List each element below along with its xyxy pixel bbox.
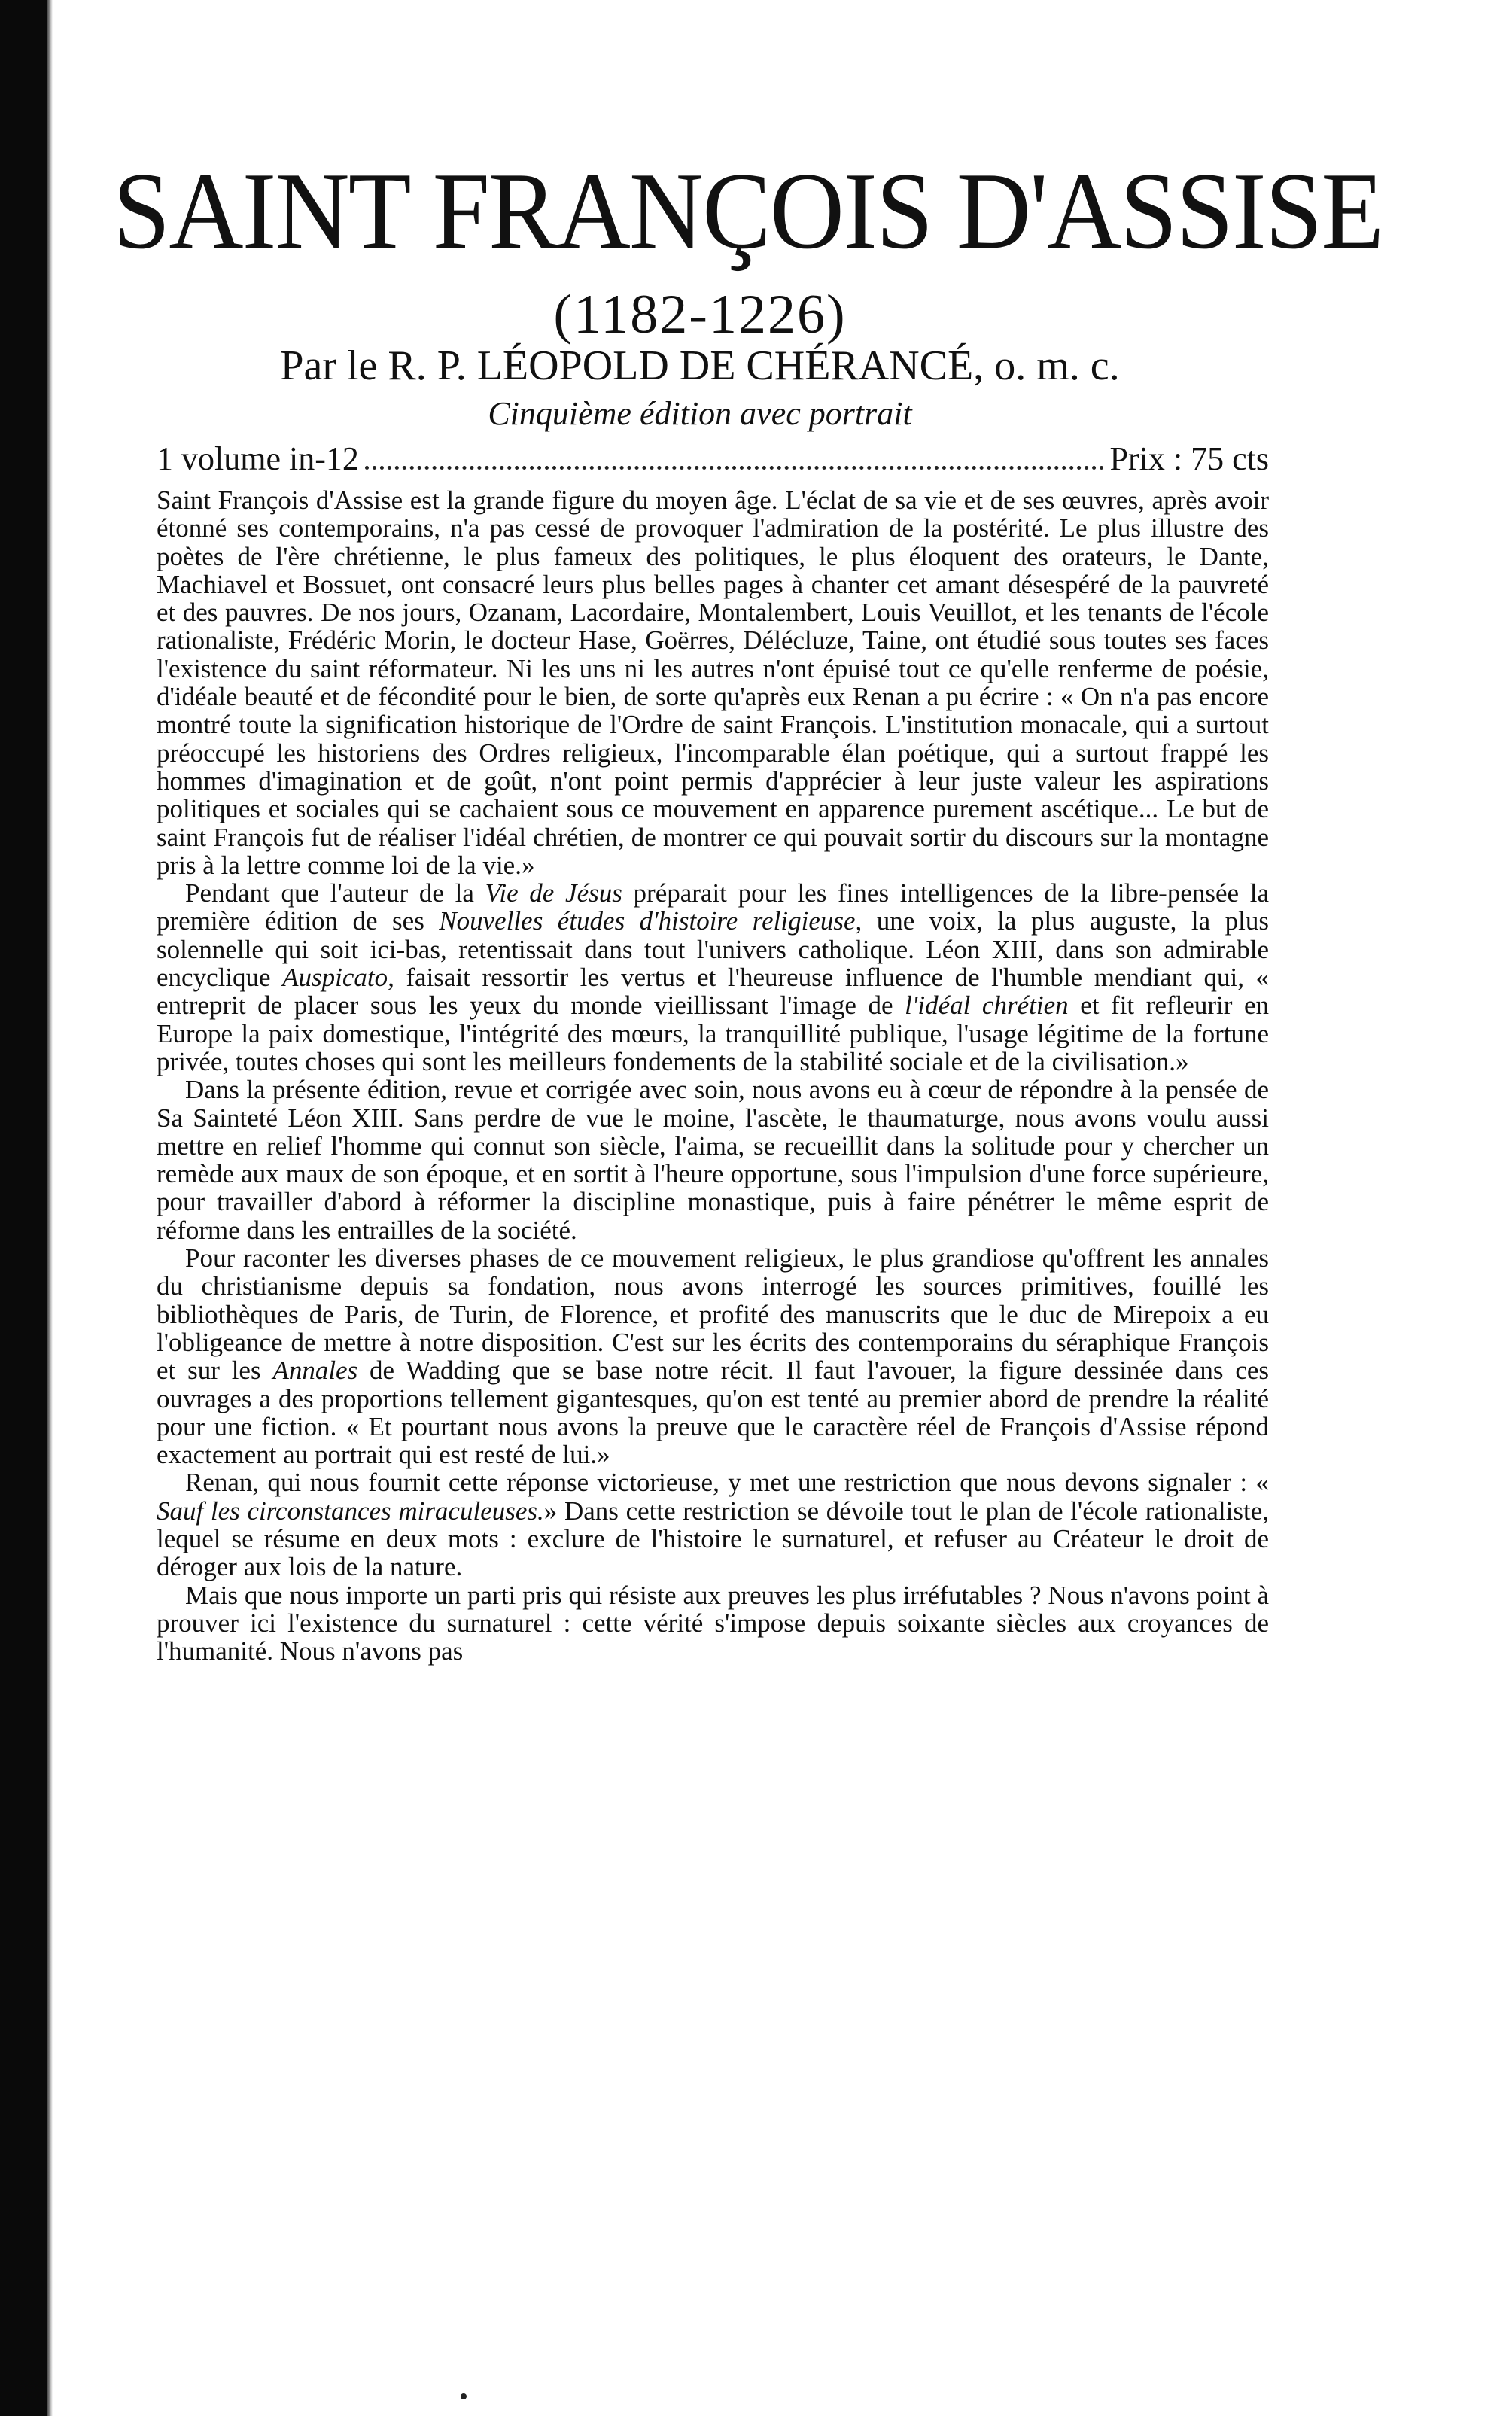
paragraph-2-text: faisait ressortir les vertus et l'heureuse influence de l'humble mendiant qui, « entreprit de placer sous les yeux du monde vieillissant l'image de <box>157 963 1269 1021</box>
book-title: SAINT FRANÇOIS D'ASSISE <box>113 150 1383 272</box>
paragraph-3-text: Dans la présente édition, revue et corrigée avec soin, nous avons eu à cœur de répondre à la pensée de Sa Sainteté Léon XIII. Sans perdre de vue le moine, l'ascète, le thaumaturge, nous avons voulu aussi mettre en relief l'homme qui connut son siècle, l'aima, se recueillit dans la solitude pour y chercher un remède aux maux de son époque, et en sortit à l'heure opportune, sous l'impulsion d'une force supérieure, pour travailler d'abord à réformer la discipline monastique, puis à faire pénétrer le même esprit de réforme dans les entrailles de la société. <box>157 1075 1269 1245</box>
paragraph-4-italic: Annales <box>272 1356 358 1386</box>
volume-label: 1 volume in-12 <box>157 440 359 477</box>
paragraph-2-text: préparait pour les fines intelligences de la libre-pensée la première édition de ses <box>157 878 1269 936</box>
book-author: Par le R. P. LÉOPOLD DE CHÉRANCÉ, o. m. c. <box>280 342 1120 389</box>
paragraph-4-text: Pour raconter les diverses phases de ce mouvement religieux, le plus grandiose qu'offrent les annales du christianisme depuis sa fondation, nous avons interrogé les sources primitives, fouillé les bibliothèques de Paris, de Turin, de Florence, et profité des manuscrits que le duc de Mirepoix a eu l'obligeance de mettre à notre disposition. C'est sur les écrits des contemporains du séraphique François et sur les <box>157 1243 1269 1386</box>
price-line <box>157 440 1269 479</box>
price-label: Prix : 75 cts <box>1109 440 1269 477</box>
paragraph-3 <box>157 1076 1269 1244</box>
paragraph-4-text: de Wadding que se base notre récit. Il faut l'avouer, la figure dessinée dans ces ouvrages a des proportions tellement gigantesques, qu'on est tenté au premier abord de prendre la réalité pour une fiction. « Et pourtant nous avons la preuve que le caractère réel de François d'Assise répond exactement au portrait qui est resté de lui.» <box>157 1356 1270 1470</box>
print-speck <box>461 2393 467 2399</box>
paragraph-6-text: Mais que nous importe un parti pris qui résiste aux preuves les plus irréfutables ? Nous n'avons point à prouver ici l'existence du surnaturel : cette vérité s'impose depuis soixante siècles aux croyances de l'humanité. Nous n'avons pas <box>157 1580 1269 1666</box>
paragraph-1 <box>157 486 1269 879</box>
paragraph-2-text: et fit refleurir en Europe la paix domestique, l'intégrité des mœurs, la tranquillité publique, l'usage légitime de la fortune privée, toutes choses qui sont les meilleurs fondements de la stabilité sociale et de la civilisation.» <box>157 990 1269 1076</box>
dot-leader <box>365 466 1104 470</box>
paragraph-5-italic: Sauf les circonstances miraculeuses. <box>157 1496 544 1526</box>
book-edition: Cinquième édition avec portrait <box>488 395 912 432</box>
binding-edge <box>47 0 53 2416</box>
paragraph-5-text: Renan, qui nous fournit cette réponse victorieuse, y met une restriction que nous devons signaler : « <box>185 1468 1269 1498</box>
paragraph-2 <box>157 879 1269 1076</box>
paragraph-5-text: » Dans cette restriction se dévoile tout le plan de l'école rationaliste, lequel se résume en deux mots : exclure de l'histoire le surnaturel, et refuser au Créateur le droit de déroger aux lois de la nature. <box>157 1496 1269 1582</box>
book-dates: (1182-1226) <box>553 284 847 345</box>
paragraph-2-text: Pendant que l'auteur de la <box>185 878 485 908</box>
paragraph-2-italic: Vie de Jésus <box>485 878 622 908</box>
paragraph-2-italic: Auspicato, <box>282 963 394 993</box>
binding-shadow <box>0 0 47 2416</box>
paragraph-1-text: Saint François d'Assise est la grande figure du moyen âge. L'éclat de sa vie et de ses œuvres, après avoir étonné ses contemporains, n'a pas cessé de provoquer l'admiration de la postérité. Le plus illustre des poètes de l'ère chrétienne, le plus fameux des politiques, le plus éloquent des orateurs, le Dante, Machiavel et Bossuet, ont consacré leurs plus belles pages à chanter cet amant désespéré de la pauvreté et des pauvres. De nos jours, Ozanam, Lacordaire, Montalembert, Louis Veuillot, et les tenants de l'école rationaliste, Frédéric Morin, le docteur Hase, Goërres, Délécluze, Taine, ont étudié sous toutes ses faces l'existence du saint réformateur. Ni les uns ni les autres n'ont épuisé tout ce qu'elle renferme de poésie, d'idéale beauté et de fécondité pour le bien, de sorte qu'après eux Renan a pu écrire : « On n'a pas encore montré toute la signification historique de l'Ordre de saint François. L'institution monacale, qui a surtout préoccupé les historiens des Ordres religieux, l'incomparable élan poétique, qui a surtout frappé les hommes d'imagination et de goût, n'ont point permis d'apprécier à leur juste valeur les aspirations politiques et sociales qui se cachaient sous ce mouvement en apparence purement ascétique... Le but de saint François fut de réaliser l'idéal chrétien, de montrer ce qui pouvait sortir du discours sur la montagne pris à la lettre comme loi de la vie.» <box>157 485 1269 880</box>
paragraph-2-italic: Nouvelles études d'histoire religieuse, <box>439 906 862 936</box>
body-text <box>157 486 1269 1665</box>
paragraph-5 <box>157 1468 1269 1581</box>
paragraph-2-text: une voix, la plus auguste, la plus solennelle qui soit ici-bas, retentissait dans tout l'univers catholique. Léon XIII, dans son admirable encyclique <box>157 906 1269 993</box>
paragraph-4 <box>157 1244 1269 1468</box>
paragraph-2-italic: l'idéal chrétien <box>905 990 1069 1021</box>
paragraph-6 <box>157 1581 1269 1666</box>
